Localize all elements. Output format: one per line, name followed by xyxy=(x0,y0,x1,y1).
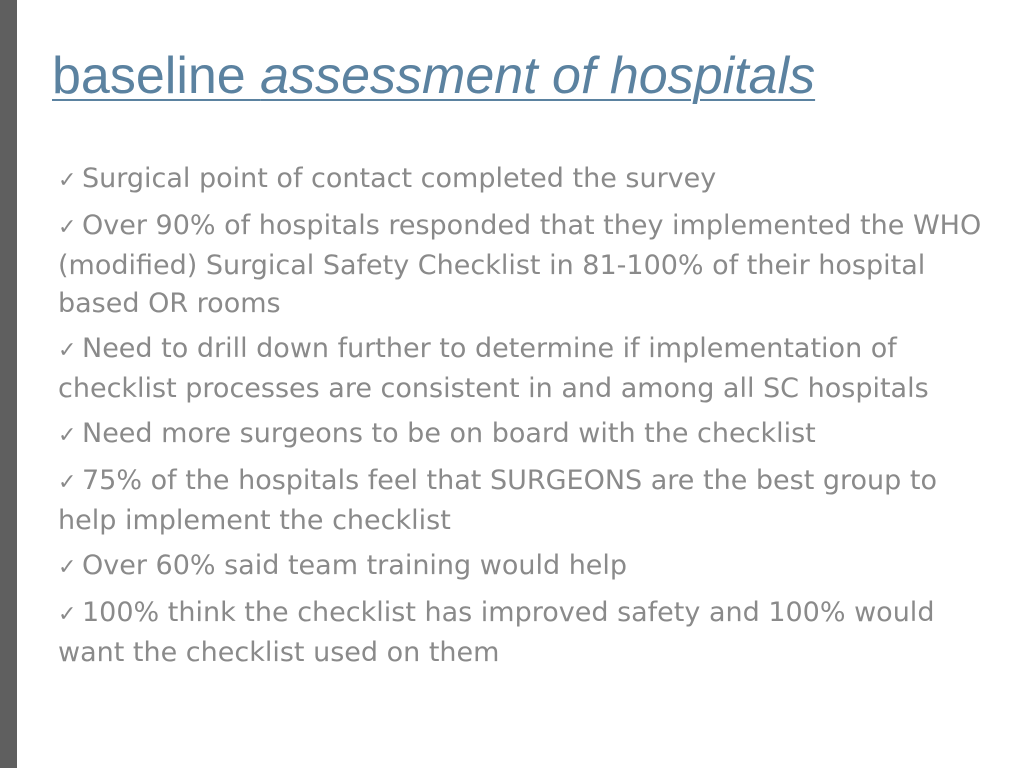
bullet-text: Surgical point of contact completed the survey xyxy=(82,163,717,194)
bullet-text: Need to drill down further to determine if implementation of checklist processes are consistent in and among all SC hospitals xyxy=(58,333,929,404)
bullet-item xyxy=(58,330,1003,408)
checkmark-icon: ✓ xyxy=(58,602,77,627)
bullet-item xyxy=(58,547,1003,587)
bullet-text: Need more surgeons to be on board with the checklist xyxy=(82,418,816,449)
left-accent-bar xyxy=(0,0,17,768)
bullet-text: Over 60% said team training would help xyxy=(82,550,628,581)
bullet-item xyxy=(58,594,1003,672)
title-italic: assessment of hospitals xyxy=(260,47,816,105)
bullet-text: 75% of the hospitals feel that SURGEONS are the best group to help implement the checklist xyxy=(58,465,937,536)
bullet-text: 100% think the checklist has improved safety and 100% would want the checklist used on them xyxy=(58,597,935,668)
checkmark-icon: ✓ xyxy=(58,338,77,363)
checkmark-icon: ✓ xyxy=(58,470,77,495)
bullet-text: Over 90% of hospitals responded that they implemented the WHO (modified) Surgical Safety Checklist in 81-100% of their hospital based OR rooms xyxy=(58,210,982,319)
bullet-item xyxy=(58,462,1003,540)
title-plain: baseline xyxy=(52,47,261,105)
checkmark-icon: ✓ xyxy=(58,215,77,240)
slide-title xyxy=(52,44,815,108)
bullet-item xyxy=(58,415,1003,455)
bullet-list xyxy=(58,160,1003,679)
checkmark-icon: ✓ xyxy=(58,168,77,193)
checkmark-icon: ✓ xyxy=(58,555,77,580)
bullet-item xyxy=(58,160,1003,200)
bullet-item xyxy=(58,207,1003,323)
checkmark-icon: ✓ xyxy=(58,423,77,448)
